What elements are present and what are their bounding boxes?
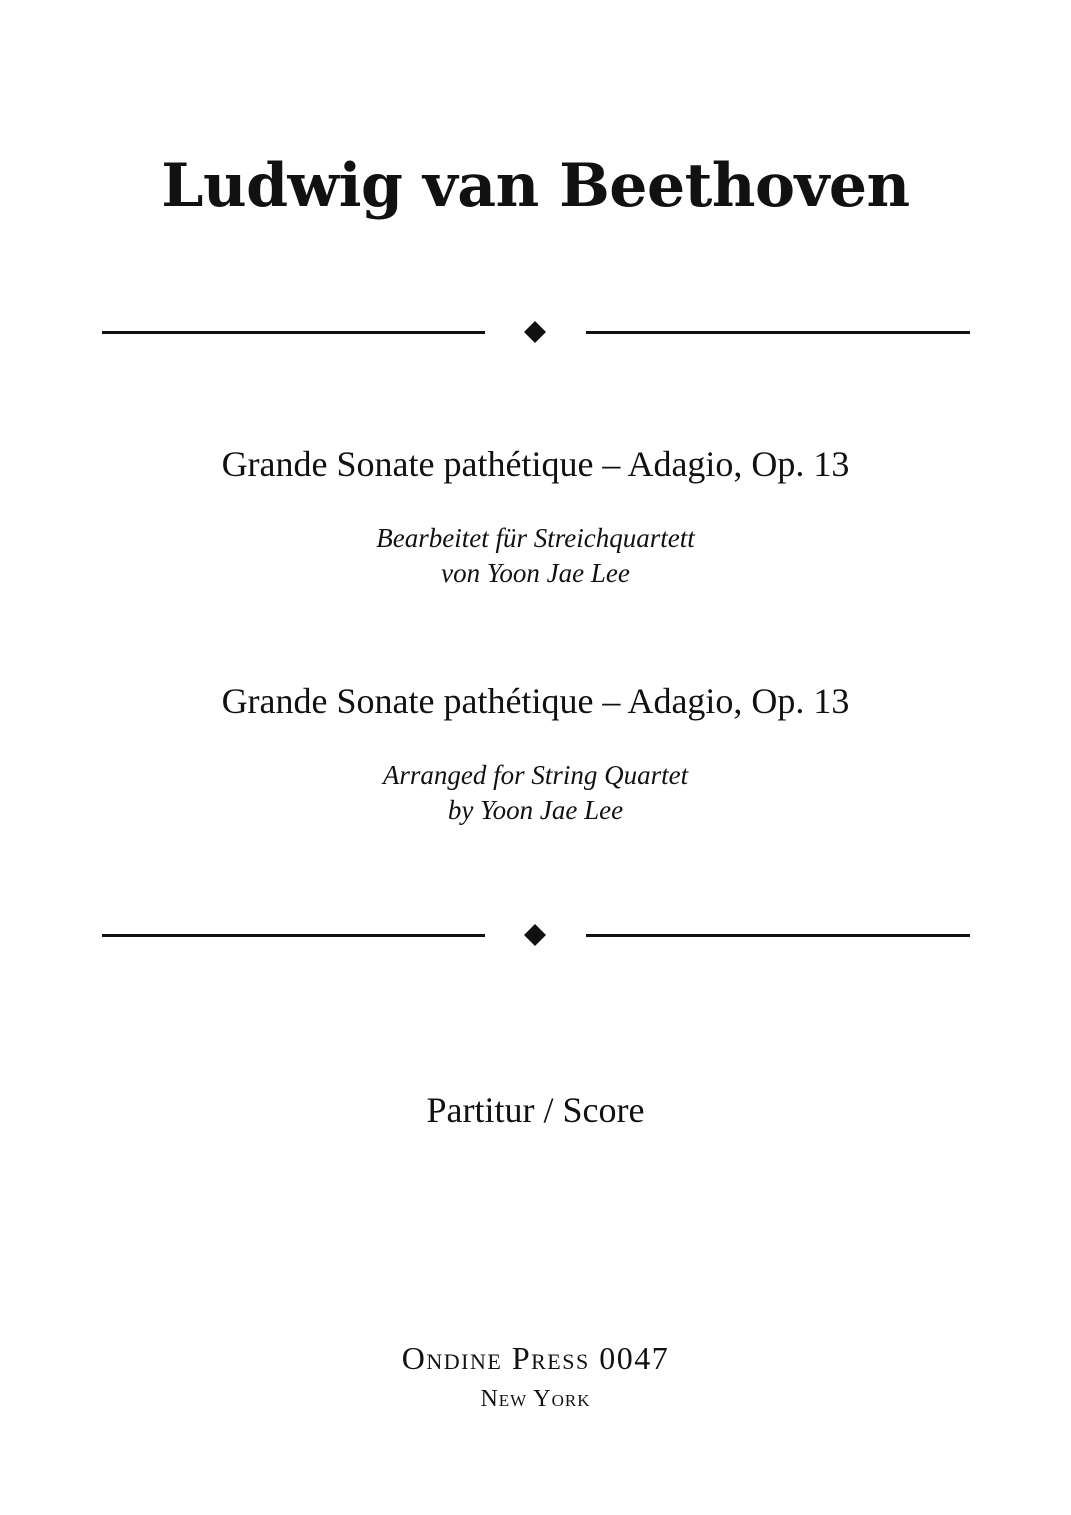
diamond-icon	[524, 924, 546, 946]
divider-rule-right	[586, 934, 970, 937]
divider-rule-left	[102, 331, 485, 334]
publisher-name: Ondine Press 0047	[401, 1340, 670, 1376]
arrangement-english-line1: Arranged for String Quartet	[382, 760, 689, 790]
divider-rule-left	[102, 934, 485, 937]
edition-label: Partitur / Score	[426, 1090, 645, 1130]
composer-name: Ludwig van Beethoven	[161, 151, 910, 221]
divider-bottom	[0, 920, 1071, 950]
publisher-city: New York	[480, 1386, 591, 1412]
divider-rule-right	[586, 331, 970, 334]
work-title-english: Grande Sonate pathétique – Adagio, Op. 13	[221, 681, 850, 721]
arrangement-german-line1: Bearbeitet für Streichquartett	[376, 523, 695, 553]
divider-top	[0, 317, 1071, 347]
arrangement-english-line2: by Yoon Jae Lee	[447, 795, 624, 825]
work-title-german: Grande Sonate pathétique – Adagio, Op. 13	[221, 444, 850, 484]
diamond-icon	[524, 321, 546, 343]
arrangement-german-line2: von Yoon Jae Lee	[441, 558, 630, 588]
